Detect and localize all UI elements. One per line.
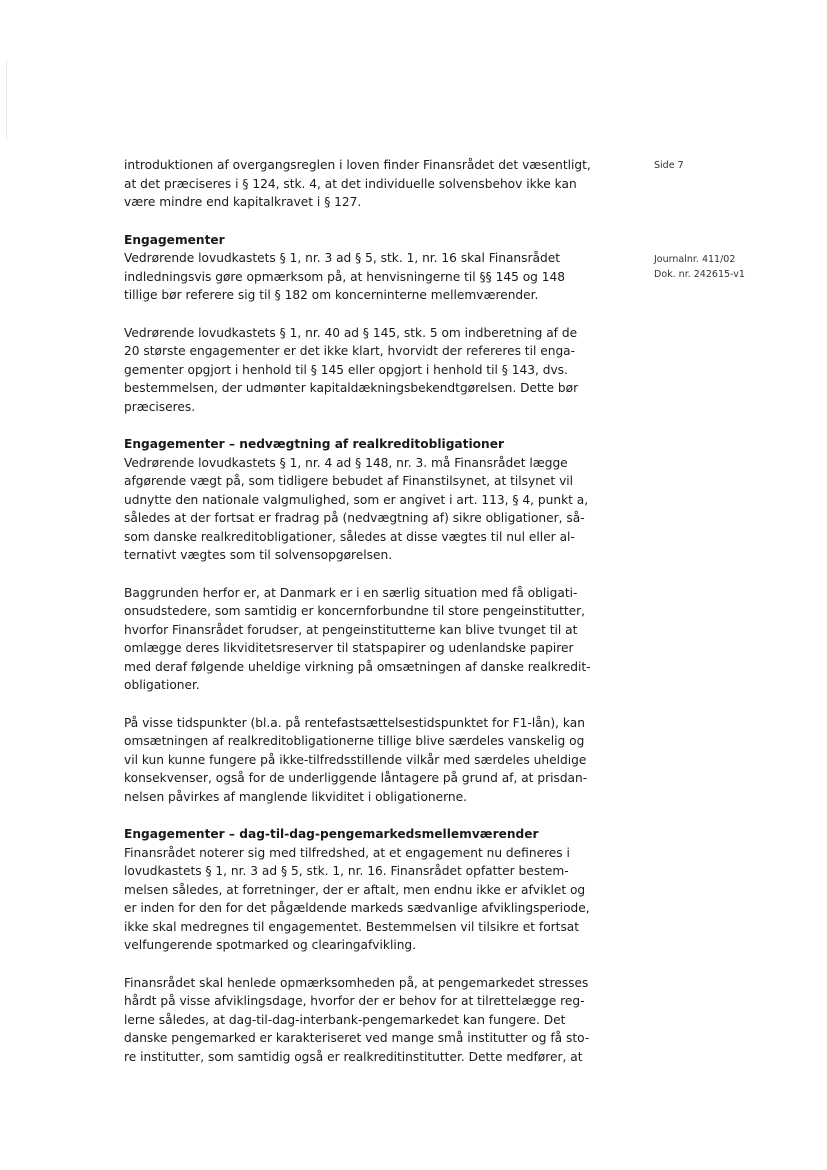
text-line: bestemmelsen, der udmønter kapitaldækningsbekendtgørelsen. Dette bør — [124, 381, 579, 395]
journal-number: Journalnr. 411/02 — [654, 254, 736, 265]
text-line: velfungerende spotmarked og clearingafvikling. — [124, 938, 417, 952]
paragraph-overgangsregel — [124, 156, 622, 212]
text-line: Vedrørende lovudkastets § 1, nr. 3 ad § 5, stk. 1, nr. 16 skal Finansrådet — [124, 251, 561, 265]
paragraph-tidspunkter — [124, 714, 622, 807]
section-heading: Engagementer – nedvægtning af realkreditobligationer — [124, 437, 504, 451]
text-line: 20 største engagementer er det ikke klart, hvorvidt der refereres til enga- — [124, 344, 576, 358]
text-line: således at der fortsat er fradrag på (nedvægtning af) sikre obligationer, så- — [124, 511, 585, 525]
text-line: Vedrørende lovudkastets § 1, nr. 4 ad § 148, nr. 3. må Finansrådet lægge — [124, 455, 568, 470]
section-heading: Engagementer – dag-til-dag-pengemarkedsmellemværender — [124, 827, 539, 841]
document-body — [124, 156, 622, 1085]
sidebar-references — [654, 252, 745, 282]
paragraph-indberetning — [124, 324, 622, 417]
text-line: afgørende vægt på, som tidligere bebudet af Finanstilsynet, at tilsynet vil — [124, 474, 574, 488]
page-edge-line — [6, 60, 7, 140]
text-line: tillige bør referere sig til § 182 om koncerninterne mellemværender. — [124, 288, 539, 302]
text-line: omlægge deres likviditetsreserver til statspapirer og udenlandske papirer — [124, 641, 574, 655]
text-line: er inden for den for det pågældende markeds sædvanlige afviklingsperiode, — [124, 901, 590, 915]
paragraph-baggrund — [124, 584, 622, 695]
text-line: ternativt vægtes som til solvensopgørelsen. — [124, 548, 393, 562]
text-line: præciseres. — [124, 399, 196, 414]
text-line: Vedrørende lovudkastets § 1, nr. 40 ad § 145, stk. 5 om indberetning af de — [124, 325, 578, 340]
text-line: hårdt på visse afviklingsdage, hvorfor der er behov for at tilrettelægge reg- — [124, 994, 585, 1008]
section-nedvaegtning — [124, 435, 622, 565]
text-line: obligationer. — [124, 678, 200, 692]
text-line: Finansrådet skal henlede opmærksomheden på, at pengemarkedet stresses — [124, 975, 589, 990]
text-line: indledningsvis gøre opmærksom på, at henvisningerne til §§ 145 og 148 — [124, 269, 566, 284]
text-line: Baggrunden herfor er, at Danmark er i en særlig situation med få obligati- — [124, 585, 578, 600]
paragraph-afviklingsdage — [124, 974, 622, 1067]
section-pengemarked — [124, 825, 622, 955]
text-line: danske pengemarked er karakteriseret ved mange små institutter og få sto- — [124, 1031, 590, 1045]
text-line: at det præciseres i § 124, stk. 4, at det individuelle solvensbehov ikke kan — [124, 176, 577, 191]
document-number: Dok. nr. 242615-v1 — [654, 269, 745, 280]
text-line: nelsen påvirkes af manglende likviditet i obligationerne. — [124, 789, 468, 804]
text-line: På visse tidspunkter (bl.a. på rentefastsættelsestidspunktet for F1-lån), kan — [124, 715, 585, 730]
text-line: onsudstedere, som samtidig er koncernforbundne til store pengeinstitutter, — [124, 604, 586, 618]
text-line: hvorfor Finansrådet forudser, at pengeinstitutterne kan blive tvunget til at — [124, 622, 578, 637]
text-line: udnytte den nationale valgmulighed, som er angivet i art. 113, § 4, punkt a, — [124, 492, 589, 507]
text-line: omsætningen af realkreditobligationerne tillige blive særdeles vanskelig og — [124, 734, 585, 748]
section-engagementer — [124, 231, 622, 305]
text-line: lovudkastets § 1, nr. 3 ad § 5, stk. 1, nr. 16. Finansrådet opfatter bestem- — [124, 864, 569, 878]
text-line: re institutter, som samtidig også er realkreditinstitutter. Dette medfører, at — [124, 1049, 583, 1064]
text-line: med deraf følgende uheldige virkning på omsætningen af danske realkredit- — [124, 659, 591, 674]
text-line: vil kun kunne fungere på ikke-tilfredsstillende vilkår med særdeles uheldige — [124, 752, 587, 767]
text-line: ikke skal medregnes til engagementet. Bestemmelsen vil tilsikre et fortsat — [124, 919, 580, 934]
text-line: være mindre end kapitalkravet i § 127. — [124, 195, 362, 209]
text-line: gementer opgjort i henhold til § 145 eller opgjort i henhold til § 143, dvs. — [124, 362, 568, 377]
text-line: som danske realkreditobligationer, således at disse vægtes til nul eller al- — [124, 529, 575, 544]
text-line: lerne således, at dag-til-dag-interbank-pengemarkedet kan fungere. Det — [124, 1012, 566, 1027]
text-line: Finansrådet noterer sig med tilfredshed, at et engagement nu defineres i — [124, 845, 570, 860]
page-label: Side 7 — [654, 160, 684, 171]
text-line: melsen således, at forretninger, der er aftalt, men endnu ikke er afviklet og — [124, 882, 586, 897]
text-line: konsekvenser, også for de underliggende låntagere på grund af, at prisdan- — [124, 771, 588, 785]
text-line: introduktionen af overgangsreglen i loven finder Finansrådet det væsentligt, — [124, 158, 591, 172]
section-heading: Engagementer — [124, 232, 225, 247]
sidebar-page-number — [654, 158, 684, 173]
